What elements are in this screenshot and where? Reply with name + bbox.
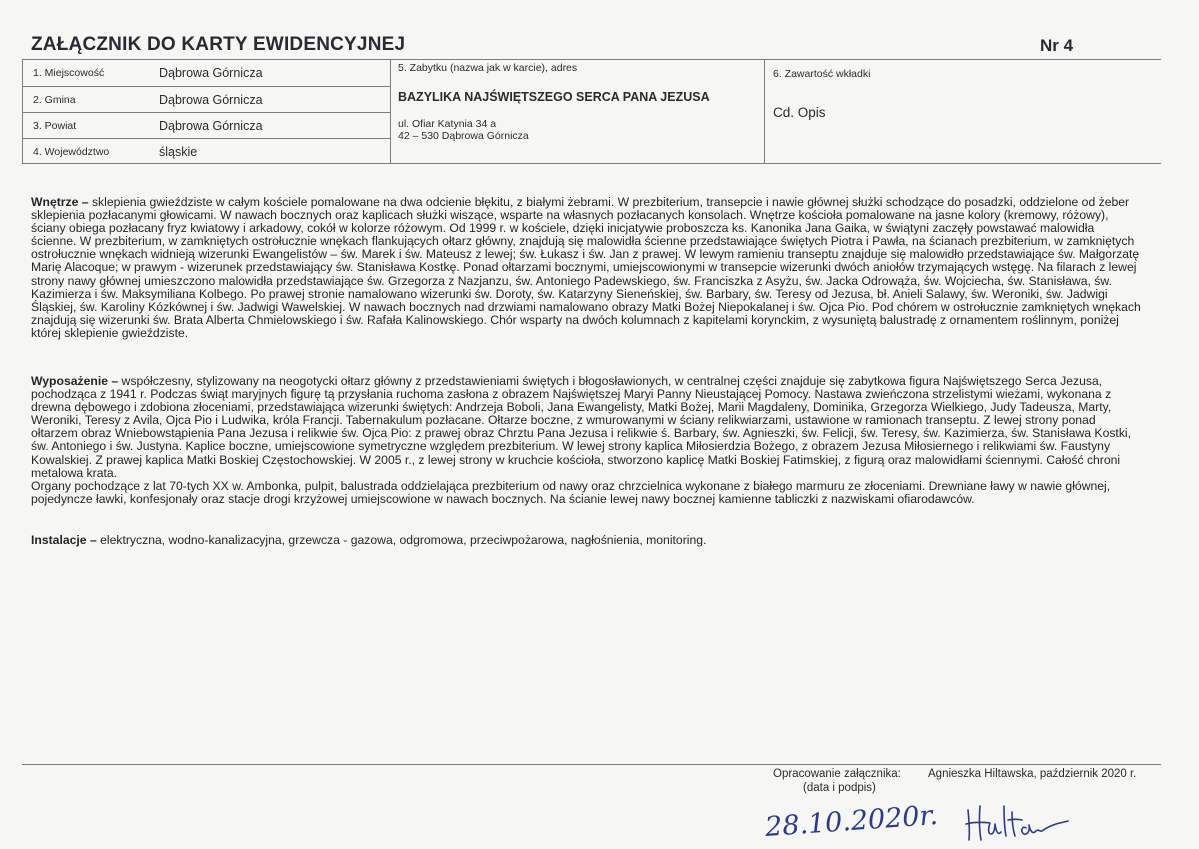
contents-label: 6. Zawartość wkładki xyxy=(773,68,871,80)
field-value-county: Dąbrowa Górnicza xyxy=(159,119,263,133)
table-row-rule xyxy=(22,138,390,139)
field-value-commune: Dąbrowa Górnicza xyxy=(159,93,263,107)
interior-text: sklepienia gwieździste w całym kościele pomalowane na dwa odcienie błękitu, z białymi żebrami. W prezbiterium, transepcie i nawie głównej służki schodzące do posadzki, oddzielone od żeber sklepienia pozłacanymi głowicami. W nawach bocznych oraz kaplicach służki wiszące, wsparte na własnych pozłacanych konsolach. Wnętrze kościoła pomalowane na jasne kolory (kremowy, różowy), ściany obiega pozłacany fryz kwiatowy i arkadowy, cokół w kolorze różowym. Od 1999 r. w kościele, dzięki inicjatywie proboszcza ks. Kanonika Jana Gaika, w świątyni zaczęły powstawać malowidła ścienne. W prezbiterium, w zamkniętych ostrołucznie wnękach flankujących ołtarz główny, znajdują się malowidła ścienne przedstawiające świętych Piotra i Pawła, na ścianach prezbiterium, w zamkniętych ostrołucznie wnękach widnieją wizerunki Ewangelistów – św. Marek i św. Mateusz z lewej; św. Łukasz i św. Jan z prawej. W lewym ramieniu transeptu znajduje się malowidło przedstawiające św. Małgorzatę Marię Alacoque; w prawym - wizerunek przedstawiający św. Stanisława Kostkę. Ponad ołtarzami bocznymi, umiejscowionymi w transepcie wizerunki dwóch aniołów trzymających wstęgę. Na filarach z lewej strony nawy głównej umieszczono malowidła przedstawiające św. Grzegorza z Nazjanzu, św. Antoniego Padewskiego, św. Franciszka z Asyżu, św. Jacka Odrowąża, św. Wojciecha, św. Stanisława, św. Kazimierza i św. Maksymiliana Kolbego. Po prawej stronie namalowano wizerunki św. Doroty, św. Katarzyny Sieneńskiej, św. Barbary, św. Teresy od Jezusa, bł. Anieli Salawy, św. Weroniki, św. Jadwigi Śląskiej, św. Karoliny Kózkównej i św. Jadwigi Wawelskiej. W nawach bocznych nad drzwiami namalowano obrazy Matki Bożej Niepokalanej i św. Ojca Pio. Pod chórem w ostrołucznie zamkniętych wnękach znajdują się wizerunki św. Brata Alberta Chmielowskiego i św. Rafała Kalinowskiego. Chór wsparty na dwóch kolumnach z kapitelami korynckim, z wysuniętą balustradę z ornamentem roślinnym, poniżej której sklepienie gwieździste. xyxy=(31,195,1141,340)
monument-address-line2: 42 – 530 Dąbrowa Górnicza xyxy=(398,130,529,142)
monument-label: 5. Zabytku (nazwa jak w karcie), adres xyxy=(398,62,578,74)
handwritten-date: 28.10.2020r. xyxy=(764,799,939,844)
field-label-locality: 1. Miejscowość xyxy=(33,67,105,79)
interior-heading: Wnętrze – xyxy=(31,195,89,209)
handwritten-signature xyxy=(960,798,1070,848)
page-title: ZAŁĄCZNIK DO KARTY EWIDENCYJNEJ xyxy=(31,34,406,55)
contents-value: Cd. Opis xyxy=(773,105,826,120)
installations-heading: Instalacje – xyxy=(31,533,97,547)
monument-name: BAZYLIKA NAJŚWIĘTSZEGO SERCA PANA JEZUSA xyxy=(398,90,710,104)
equipment-heading: Wyposażenie – xyxy=(31,374,119,388)
field-label-county: 3. Powiat xyxy=(33,120,77,132)
table-bottom-rule xyxy=(22,163,1161,164)
monument-address-line1: ul. Ofiar Katynia 34 a xyxy=(398,118,497,130)
field-label-commune: 2. Gmina xyxy=(33,94,76,106)
field-value-locality: Dąbrowa Górnicza xyxy=(159,66,263,80)
field-label-voivodeship: 4. Województwo xyxy=(33,146,110,158)
equipment-text-2: Organy pochodzące z lat 70-tych XX w. Ambonka, pulpit, balustrada oddzielająca prezbiterium od nawy oraz chrzcielnica wykonane z białego marmuru ze złoceniami. Drewniane ławy w nawie głównej, pojedyncze ławki, konfesjonały oraz stacje drogi krzyżowej umiejscowione w nawach bocznych. Na ścianie lewej nawy bocznej kamienne tabliczki z nazwiskami ofiarodawców. xyxy=(31,478,1111,506)
table-row-rule xyxy=(22,86,390,87)
installations-text: elektryczna, wodno-kanalizacyjna, grzewcza - gazowa, odgromowa, przeciwpożarowa, nagłośnienia, monitoring. xyxy=(96,533,707,547)
table-column-divider xyxy=(764,59,765,163)
equipment-text: współczesny, stylizowany na neogotycki ołtarz główny z przedstawieniami świętych i błogosławionych, w centralnej części znajduje się zabytkowa figura Najświętszego Serca Jezusa, pochodząca z 1941 r. Podczas świąt maryjnych figurę tą przysłania ruchoma zasłona z obrazem Najświętszej Maryi Panny Nieustającej Pomocy. Nastawa zwieńczona strzelistymi wieżami, wykonana z drewna dębowego i zdobiona złoceniami, przedstawiająca wizerunki świętych: Andrzeja Boboli, Jana Ewangelisty, Matki Bożej, Marii Magdaleny, Dominika, Grzegorza Wielkiego, Judy Tadeusza, Marty, Weroniki, Teresy z Avila, Ojca Pio i Ludwika, króla Francji. Tabernakulum pozłacane. Ołtarze boczne, z wmurowanymi w ściany relikwiarzami, ustawione w ramionach transeptu. Z lewej strony ponad ołtarzem obraz Wniebowstąpienia Pana Jezusa i relikwie św. Ojca Pio: z prawej obraz Chrztu Pana Jezusa i relikwie ś. Barbary, św. Agnieszki, św. Felicji, św. Teresy, św. Kazimierza, św. Stanisława Kostki, św. Antoniego i św. Justyna. Kaplice boczne, umiejscowione symetryczne względem prezbiterium. W lewej strony kaplica Miłosierdzia Bożego, z obrazem Jezusa Miłosiernego i relikwiami św. Faustyny Kowalskiej. Z prawej kaplica Matki Boskiej Częstochowskiej. W 2005 r., z lewej strony w kruchcie kościoła, stworzono kaplicę Matki Boskiej Fatimskiej, z figurą oraz malowidłami ściennymi. Całość chroni metalowa krata. xyxy=(31,374,1132,480)
interior-section xyxy=(31,196,1141,340)
prepared-by-name: Agnieszka Hiltawska, październik 2020 r. xyxy=(928,768,1137,780)
installations-section xyxy=(31,534,1141,547)
date-signature-label: (data i podpis) xyxy=(803,782,876,794)
table-top-rule xyxy=(22,59,1161,60)
footer-rule xyxy=(22,764,1161,765)
table-row-rule xyxy=(22,112,390,113)
table-left-border xyxy=(22,59,23,163)
table-column-divider xyxy=(390,59,391,163)
attachment-number: Nr 4 xyxy=(1040,36,1074,55)
equipment-section xyxy=(31,375,1141,506)
field-value-voivodeship: śląskie xyxy=(159,145,198,159)
prepared-by-label: Opracowanie załącznika: xyxy=(773,768,901,780)
